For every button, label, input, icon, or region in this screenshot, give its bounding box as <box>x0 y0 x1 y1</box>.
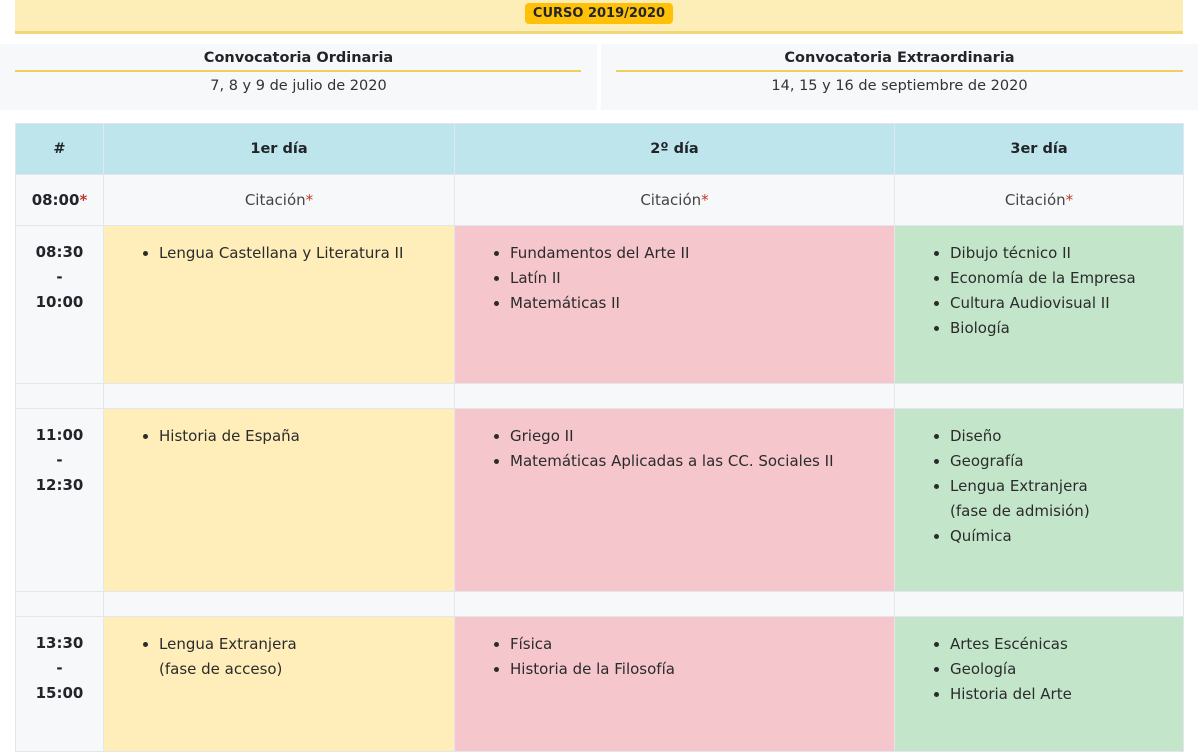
time-slot: 08:30 - 10:00 <box>16 226 104 384</box>
list-item: • Matemáticas II <box>510 291 894 316</box>
citacion-row <box>16 175 1184 226</box>
list-item: • Lengua Extranjera (fase de admisión) <box>950 474 1183 524</box>
time-slot: 13:30 - 15:00 <box>16 617 104 752</box>
spacer-row <box>16 384 1184 409</box>
list-item: • Lengua Extranjera (fase de acceso) <box>159 632 454 682</box>
table-row <box>16 409 1184 592</box>
spacer-row <box>16 592 1184 617</box>
exam-schedule-table <box>15 123 1184 752</box>
list-item: • Economía de la Empresa <box>950 266 1183 291</box>
convocatoria-title: Convocatoria Ordinaria <box>203 50 394 66</box>
header-day-2: 2º día <box>455 124 895 175</box>
convocatoria-dates: 14, 15 y 16 de septiembre de 2020 <box>771 78 1028 94</box>
list-item: • Historia de España <box>159 424 454 449</box>
asterisk: * <box>701 191 709 209</box>
list-item: • Artes Escénicas <box>950 632 1183 657</box>
list-item: • Biología <box>950 316 1183 341</box>
list-item: • Lengua Castellana y Literatura II <box>159 241 454 266</box>
day-1-cell <box>104 409 455 592</box>
list-item: • Química <box>950 524 1183 549</box>
convocatoria-extraordinaria <box>601 44 1198 110</box>
list-item: • Historia del Arte <box>950 682 1183 707</box>
day-3-cell <box>895 409 1184 592</box>
divider <box>15 70 581 72</box>
day-1-cell <box>104 617 455 752</box>
table-header-row <box>16 124 1184 175</box>
citacion-time: 08:00* <box>16 175 104 226</box>
table-row <box>16 226 1184 384</box>
day-1-cell <box>104 226 455 384</box>
list-item: • Cultura Audiovisual II <box>950 291 1183 316</box>
citacion-day-2: Citación* <box>455 175 895 226</box>
list-item: • Griego II <box>510 424 894 449</box>
list-item: • Geología <box>950 657 1183 682</box>
divider <box>616 70 1183 72</box>
header-time: # <box>16 124 104 175</box>
list-item: • Física <box>510 632 894 657</box>
day-3-cell <box>895 226 1184 384</box>
asterisk: * <box>79 191 88 209</box>
citacion-day-3: Citación* <box>895 175 1184 226</box>
convocatoria-title: Convocatoria Extraordinaria <box>784 50 1015 66</box>
course-badge: CURSO 2019/2020 <box>525 3 673 24</box>
header-day-1: 1er día <box>104 124 455 175</box>
day-2-cell <box>455 617 895 752</box>
day-2-cell <box>455 226 895 384</box>
asterisk: * <box>305 191 314 209</box>
day-2-cell <box>455 409 895 592</box>
list-item: • Historia de la Filosofía <box>510 657 894 682</box>
table-row <box>16 617 1184 752</box>
list-item: • Geografía <box>950 449 1183 474</box>
list-item: • Dibujo técnico II <box>950 241 1183 266</box>
course-banner <box>15 0 1183 34</box>
asterisk: * <box>1065 191 1074 209</box>
list-item: • Diseño <box>950 424 1183 449</box>
header-day-3: 3er día <box>895 124 1184 175</box>
list-item: • Matemáticas Aplicadas a las CC. Sociales II <box>510 449 894 474</box>
citacion-day-1: Citación* <box>104 175 455 226</box>
list-item: • Latín II <box>510 266 894 291</box>
convocatoria-ordinaria <box>0 44 597 110</box>
time-slot: 11:00 - 12:30 <box>16 409 104 592</box>
list-item: • Fundamentos del Arte II <box>510 241 894 266</box>
day-3-cell <box>895 617 1184 752</box>
convocatoria-dates: 7, 8 y 9 de julio de 2020 <box>210 78 387 94</box>
